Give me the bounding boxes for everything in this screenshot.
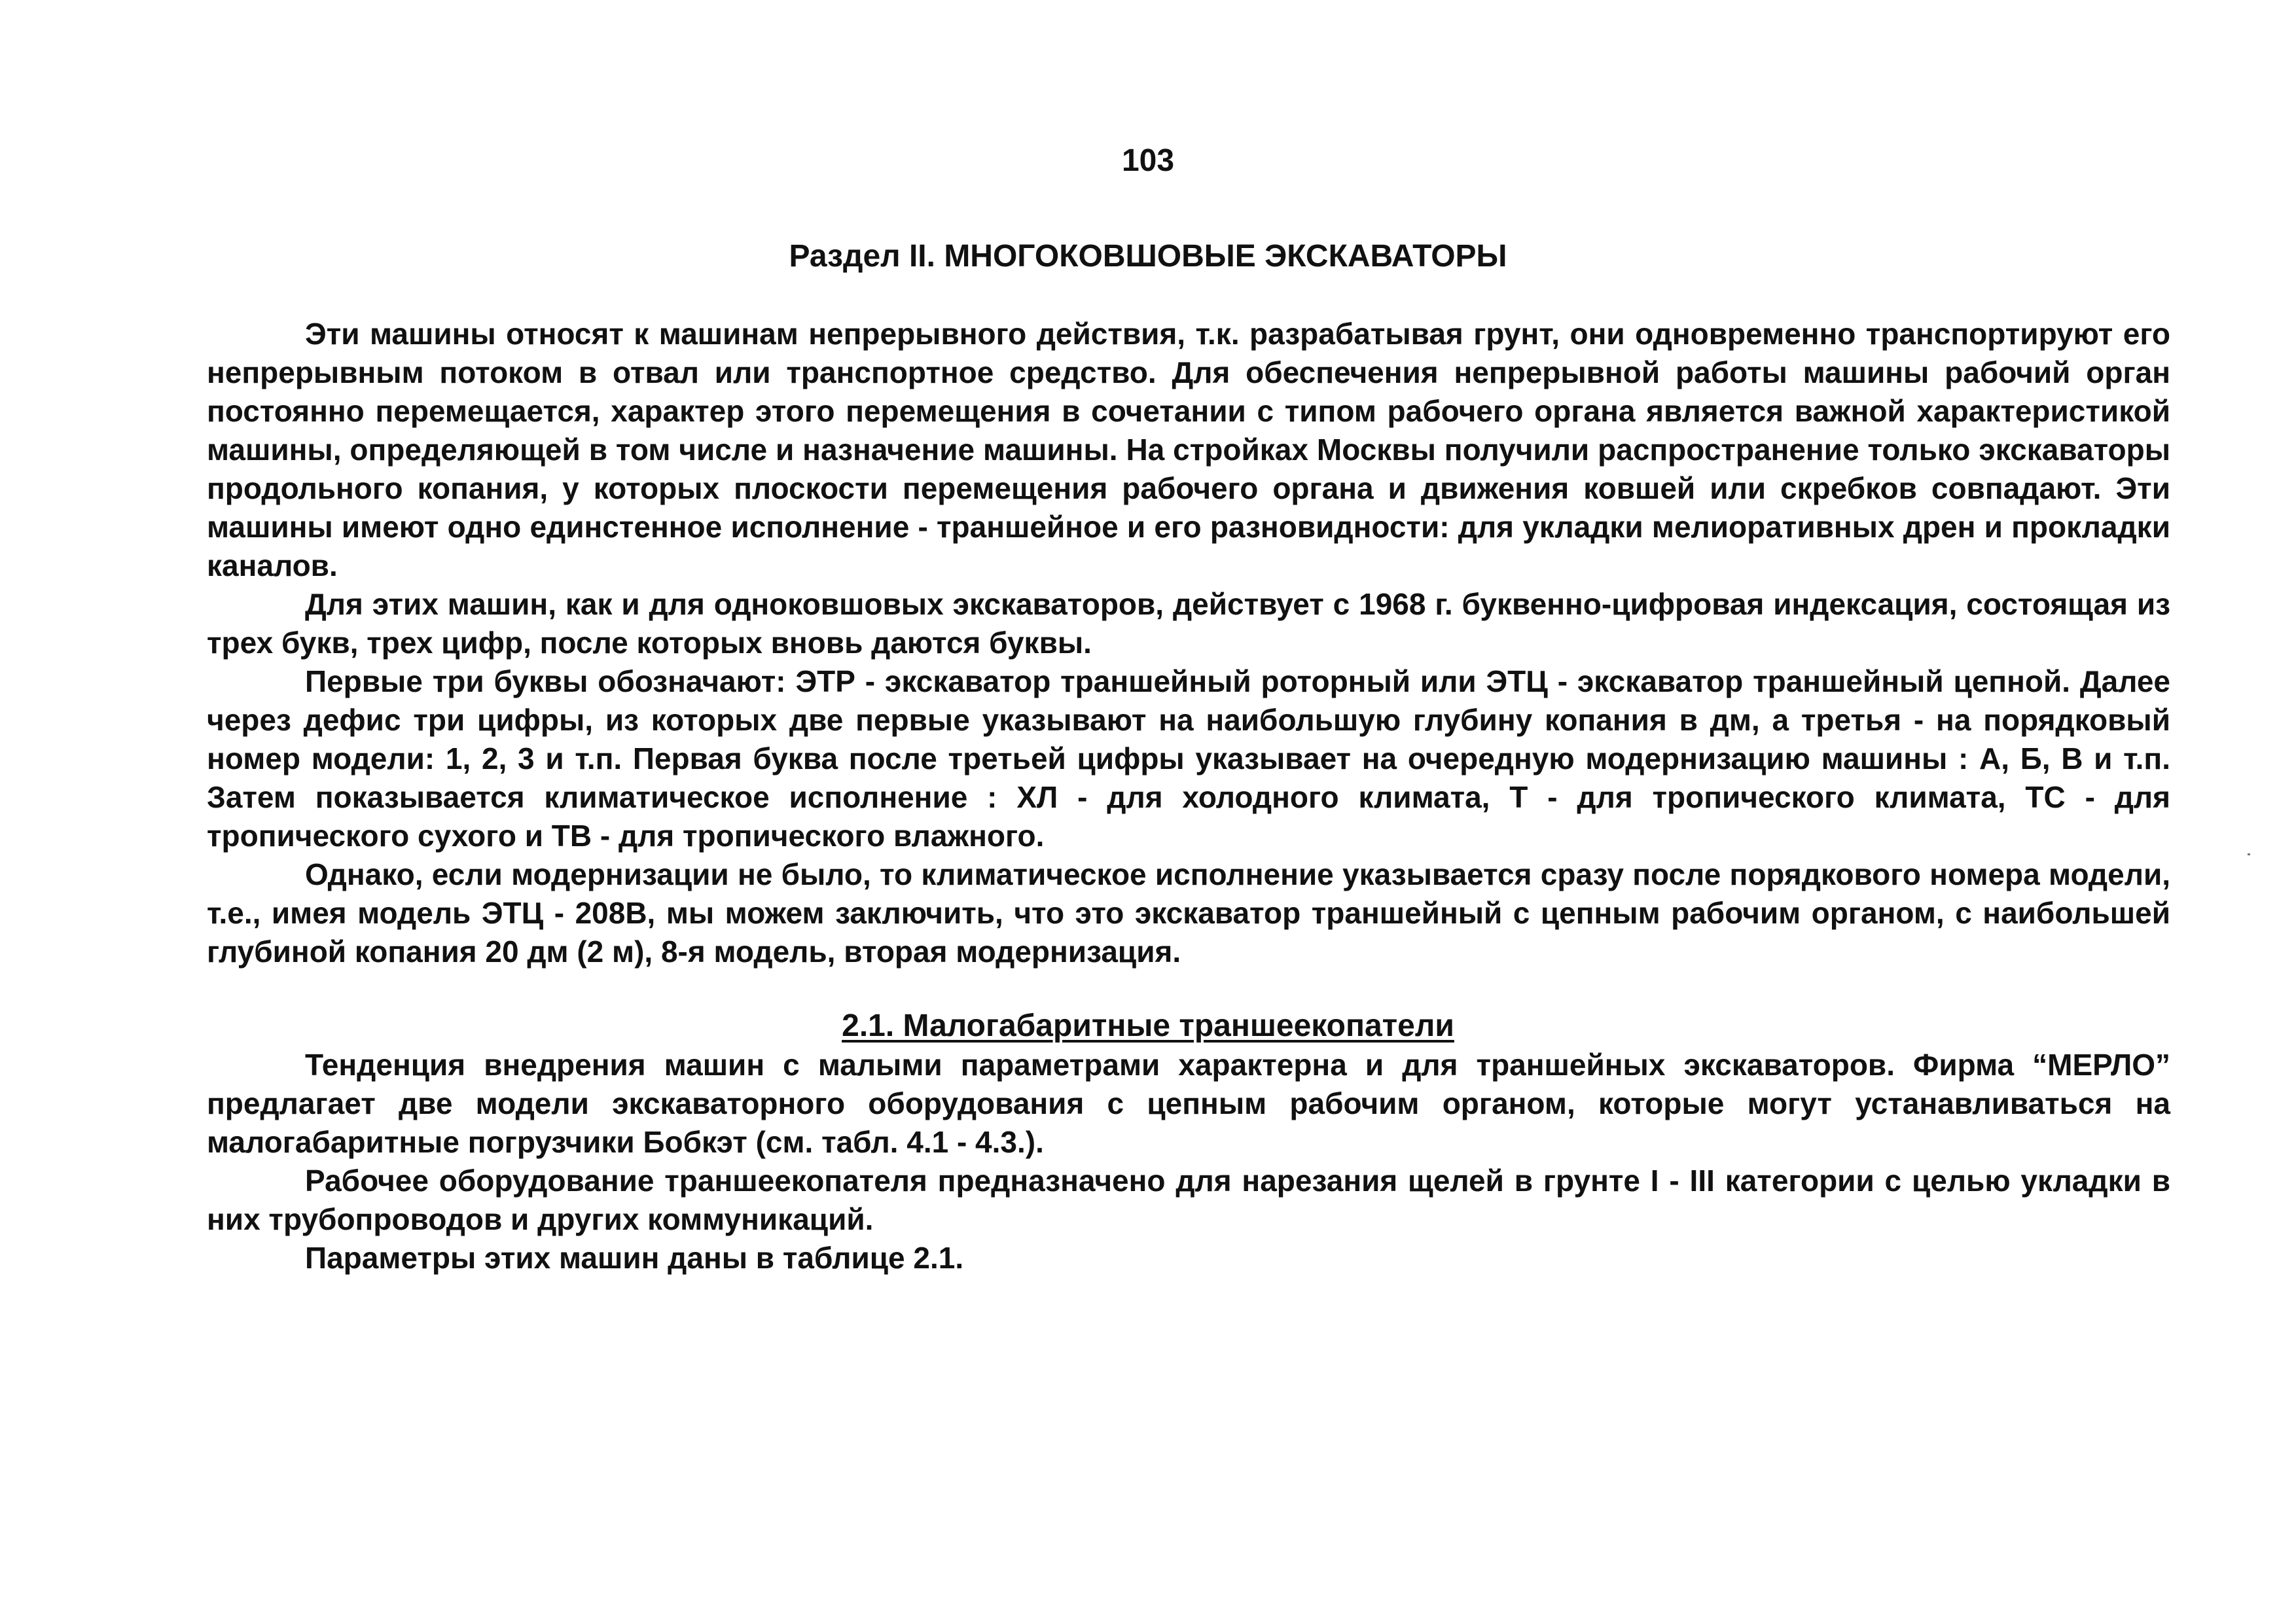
paragraph: Тенденция внедрения машин с малыми параметрами характерна и для траншейных экскаваторов. Фирма “МЕРЛО” предлагает две модели экскаваторного оборудования с цепным рабочим органом, которые могут устанавливаться на малогабаритные погрузчики Бобкэт (см. табл. 4.1 - 4.3.). xyxy=(207,1048,2170,1159)
paragraph: Первые три буквы обозначают: ЭТР - экскаватор траншейный роторный или ЭТЦ - экскаватор траншейный цепной. Далее через дефис три цифры, из которых две первые указывают на наибольшую глубину копания в дм, а третья - на порядковый номер модели: 1, 2, 3 и т.п. Первая буква после третьей цифры указывает на очередную модернизацию машины : А, Б, В и т.п. Затем показывается климатическое исполнение : ХЛ - для холодного климата, Т - для тропического климата, ТС - для тропического сухого и ТВ - для тропического влажного. xyxy=(207,664,2170,853)
subsection-title xyxy=(0,1008,2296,1044)
paragraph: Параметры этих машин даны в таблице 2.1. xyxy=(305,1241,964,1275)
subsection-text xyxy=(207,1046,2170,1277)
subsection-title-text: 2.1. Малогабаритные траншеекопатели xyxy=(842,1008,1454,1043)
paragraph: Для этих машин, как и для одноковшовых экскаваторов, действует с 1968 г. буквенно-цифровая индексация, состоящая из трех букв, трех цифр, после которых вновь даются буквы. xyxy=(207,587,2170,660)
paragraph: Эти машины относят к машинам непрерывного действия, т.к. разрабатывая грунт, они одновременно транспортируют его непрерывным потоком в отвал или транспортное средство. Для обеспечения непрерывной работы машины рабочий орган постоянно перемещается, характер этого перемещения в сочетании с типом рабочего органа является важной характеристикой машины, определяющей в том числе и назначение машины. На стройках Москвы получили распространение только экскаваторы продольного копания, у которых плоскости перемещения рабочего органа и движения ковшей или скребков совпадают. Эти машины имеют одно единстенное исполнение - траншейное и его разновидности: для укладки мелиоративных дрен и прокладки каналов. xyxy=(207,317,2170,582)
page-number: 103 xyxy=(1121,143,1175,178)
paragraph: Однако, если модернизации не было, то климатическое исполнение указывается сразу после порядкового номера модели, т.е., имея модель ЭТЦ - 208В, мы можем заключить, что это экскаватор траншейный с цепным рабочим органом, с наибольшей глубиной копания 20 дм (2 м), 8-я модель, вторая модернизация. xyxy=(207,857,2170,969)
scan-speck xyxy=(2248,853,2250,855)
paragraph: Рабочее оборудование траншеекопателя предназначено для нарезания щелей в грунте I - III категории с целью укладки в них трубопроводов и других коммуникаций. xyxy=(207,1164,2170,1236)
section-title: Раздел II. МНОГОКОВШОВЫЕ ЭКСКАВАТОРЫ xyxy=(789,239,1507,274)
intro-text xyxy=(207,315,2170,971)
